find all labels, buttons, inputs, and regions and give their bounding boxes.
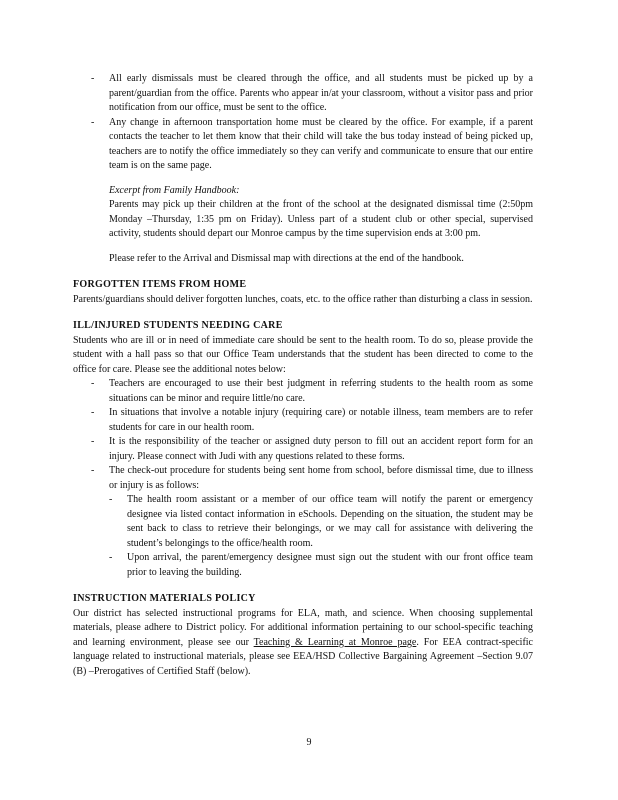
excerpt-text: Parents may pick up their children at the front of the school at the designated dismissal time (2:50pm Monday –Thursday, 1:35 pm on Friday). Unless part of a student club or other special, supervised activity, students should depart our Monroe campus by the time supervision ends at 3:00 pm. [109,199,533,239]
bullet-text: The check-out procedure for students being sent home from school, before dismissal time, due to illness or injury is as follows: [109,465,533,491]
bullet-text: Any change in afternoon transportation home must be cleared by the office. For example, if a parent contacts the teacher to let them know that their child will take the bus today instead of being picked up, teachers are to notify the office immediately so they can verify and communicate to ensure that our entire team is on the same page. [109,116,533,171]
handbook-excerpt [109,184,533,242]
bullet-dash: - [109,552,113,563]
instruction-materials-heading: INSTRUCTION MATERIALS POLICY [73,593,256,604]
ill-bullet-1 [73,377,533,406]
bullet-text: All early dismissals must be cleared through the office, and all students must be picked up by a parent/guardian from the office. Parents who appear in/at your classroom, without a visitor pass and prior notification from our office, must be sent to the office. [109,73,533,113]
ill-injured-heading: ILL/INJURED STUDENTS NEEDING CARE [73,320,283,331]
checkout-sub-bullet-2 [73,551,533,580]
dismissal-bullet-2 [73,116,533,174]
bullet-text: In situations that involve a notable injury (requiring care) or notable illness, team members are to refer students for care in our health room. [109,407,533,433]
bullet-text: The health room assistant or a member of our office team will notify the parent or emergency designee via listed contact information in eSchools. Depending on the situation, the student may be sent back to class to retrieve their belongings, or we may call for assistance with delivering the student’s belongings to the office/health room. [127,494,533,549]
ill-injured-text: Students who are ill or in need of immediate care should be sent to the health room. To do so, please provide the student with a hall pass so that our Office Team understands that the student has been directed to come to the office for care. Please see the additional notes below: [73,334,533,375]
bullet-dash: - [91,378,95,389]
bullet-dash: - [91,436,95,447]
teaching-learning-link[interactable]: Teaching & Learning at Monroe page [253,636,417,648]
instruction-text-part-2: . For EEA contract-specific language related to instructional materials, please see EEA/HSD Collective Bargaining Agreement –Section 9.07 (B) –Prerogatives of Certified Staff (below). [73,636,533,677]
instruction-text-part-1: Our district has selected instructional programs for ELA, math, and science. When choosing supplemental materials, please adhere to District policy. For additional information pertaining to our school-specific teaching and learning environment, please see our [73,607,533,648]
bullet-text: Teachers are encouraged to use their best judgment in referring students to the health room as some situations can be minor and require little/no care. [109,378,533,404]
page-number: 9 [306,737,312,748]
dismissal-bullet-1 [73,72,533,116]
excerpt-label: Excerpt from Family Handbook: [109,184,240,196]
page-content [73,72,533,679]
ill-bullet-2 [73,406,533,435]
bullet-text: It is the responsibility of the teacher or assigned duty person to fill out an accident report form for an injury. Please connect with Judi with any questions related to these forms. [109,436,533,462]
ill-bullet-3 [73,435,533,464]
bullet-dash: - [109,494,113,505]
ill-bullet-4 [73,464,533,493]
bullet-dash: - [91,116,95,128]
forgotten-items-text: Parents/guardians should deliver forgotten lunches, coats, etc. to the office rather than disturbing a class in session. [73,293,533,305]
bullet-dash: - [91,407,95,418]
bullet-dash: - [91,465,95,476]
checkout-sub-bullet-1 [73,493,533,551]
bullet-text: Upon arrival, the parent/emergency designee must sign out the student with our front office team prior to leaving the building. [127,552,533,578]
instruction-materials-text [73,607,533,680]
arrival-map-note: Please refer to the Arrival and Dismissal map with directions at the end of the handbook. [109,252,464,264]
ill-bullet-list [73,377,533,580]
forgotten-items-heading: FORGOTTEN ITEMS FROM HOME [73,279,247,290]
dismissal-bullet-list [73,72,533,174]
bullet-dash: - [91,73,95,84]
